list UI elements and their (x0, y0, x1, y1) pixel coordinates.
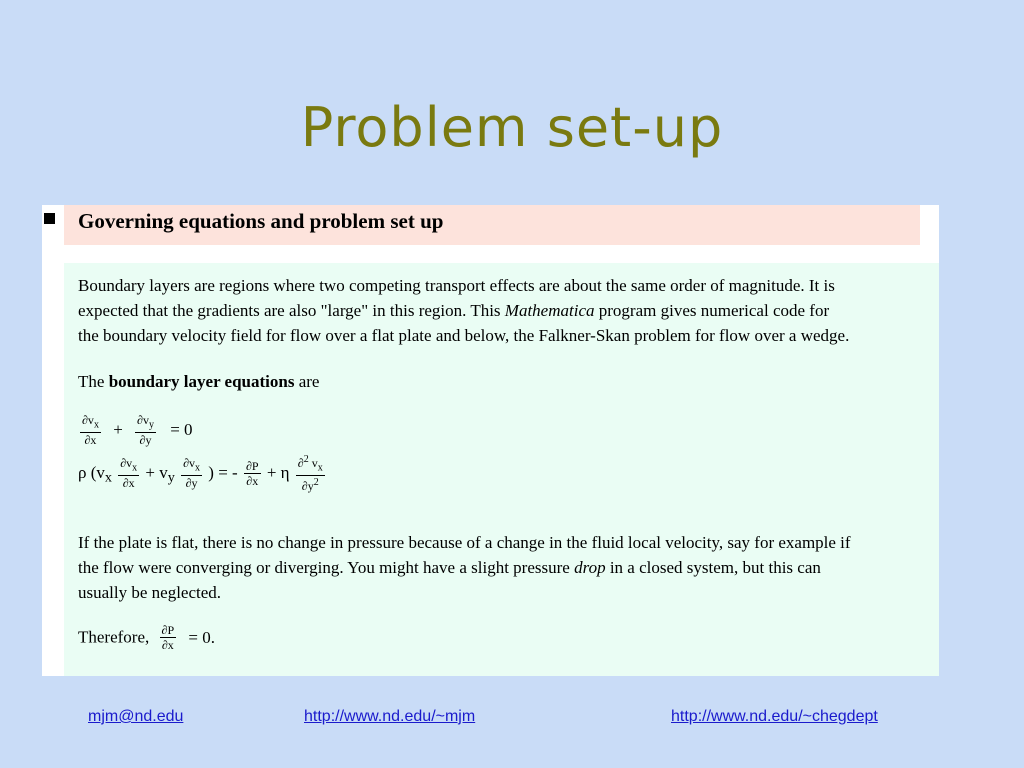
drop-italic: drop (574, 558, 606, 577)
eq2-open: (v (90, 463, 105, 483)
eq2-frac-den: ∂x (122, 476, 135, 491)
intro-line-2-start: expected that the gradients are also "large" in this region. This (78, 301, 505, 320)
personal-homepage-link[interactable]: http://www.nd.edu/~mjm (304, 708, 476, 725)
frac-dvy-dy (135, 413, 156, 447)
frac-dvx-dx (80, 413, 101, 447)
eq2-frac-num: ∂v (120, 456, 133, 470)
therefore-rhs: = 0. (188, 627, 215, 647)
flat-plate-paragraph (78, 530, 940, 605)
eq1-rhs: = 0 (170, 420, 193, 440)
intro-line-1: Boundary layers are regions where two competing transport effects are about the same order of magnitude. It is (78, 276, 835, 295)
eq2-p-den: ∂x (246, 473, 259, 488)
footer (0, 708, 1024, 730)
d2-den-sup: 2 (313, 477, 319, 489)
frac-dvx-dx-2 (118, 456, 139, 490)
content-panel (42, 205, 939, 676)
intro-paragraph (78, 273, 940, 348)
d2-num: ∂ (297, 456, 304, 470)
d2-sup: 2 (303, 454, 309, 465)
intro-line-3: the boundary velocity field for flow over a flat plate and below, the Falkner-Skan problem for flow over a wedge. (78, 326, 850, 345)
eq2-frac2-num-sub: x (195, 462, 201, 474)
frac2-num-sub: y (148, 419, 154, 431)
flat-line-2 (78, 555, 940, 580)
section-heading-bar (64, 205, 920, 245)
continuity-equation (78, 413, 193, 447)
bl-bold: boundary layer equations (108, 372, 295, 391)
mathematica-italic: Mathematica (504, 301, 595, 320)
bl-prefix: The (78, 372, 109, 391)
frac2-den: ∂y (139, 433, 152, 448)
department-homepage-link[interactable]: http://www.nd.edu/~chegdept (671, 708, 878, 725)
slide-title: Problem set-up (300, 96, 724, 159)
flat-line-2-tail: in a closed system, but this can (605, 558, 821, 577)
section-heading: Governing equations and problem set up (78, 209, 444, 233)
rho-symbol: ρ (78, 463, 87, 483)
frac-dp-dx-therefore (160, 623, 177, 652)
d2-den: ∂y (301, 479, 314, 494)
therefore-den: ∂x (161, 638, 174, 652)
eq2-sub-x: x (104, 469, 112, 486)
frac-d2vx-dy2 (296, 453, 325, 493)
frac1-den: ∂x (84, 433, 97, 448)
flat-line-3: usually be neglected. (78, 583, 222, 602)
therefore-label: Therefore, (78, 627, 150, 647)
eq1-plus: + (113, 420, 123, 440)
eq2-plus-eta: + η (266, 463, 290, 483)
frac1-num-sub: x (93, 419, 99, 431)
bl-sentence (78, 369, 940, 394)
intro-line-2-tail: program gives numerical code for (594, 301, 830, 320)
flat-line-1: If the plate is flat, there is no change in pressure because of a change in the fluid local velocity, say for example if (78, 533, 851, 552)
d2-v: v (308, 456, 318, 470)
eq2-p-num: ∂P (245, 458, 259, 473)
eq2-plus-v: + v (145, 463, 168, 483)
momentum-equation (78, 453, 327, 493)
intro-line-2 (78, 298, 940, 323)
frac2-num: ∂v (137, 413, 149, 427)
email-link[interactable]: mjm@nd.edu (88, 708, 184, 725)
flat-line-2-start: the flow were converging or diverging. You might have a slight pressure (78, 558, 575, 577)
eq2-sub-y: y (167, 469, 175, 486)
eq2-frac-num-sub: x (132, 462, 138, 474)
bullet-square-icon (44, 213, 55, 224)
frac-dvx-dy (181, 456, 202, 490)
bl-suffix: are (294, 372, 320, 391)
eq2-frac2-den: ∂y (185, 476, 198, 491)
therefore-num: ∂P (161, 623, 175, 637)
frac-dp-dx (244, 459, 261, 488)
content-body (64, 263, 939, 676)
eq2-close: ) = - (208, 463, 238, 483)
eq2-frac2-num: ∂v (183, 456, 196, 470)
d2-v-sub: x (317, 462, 323, 474)
frac1-num: ∂v (82, 413, 94, 427)
therefore-equation (78, 623, 215, 652)
